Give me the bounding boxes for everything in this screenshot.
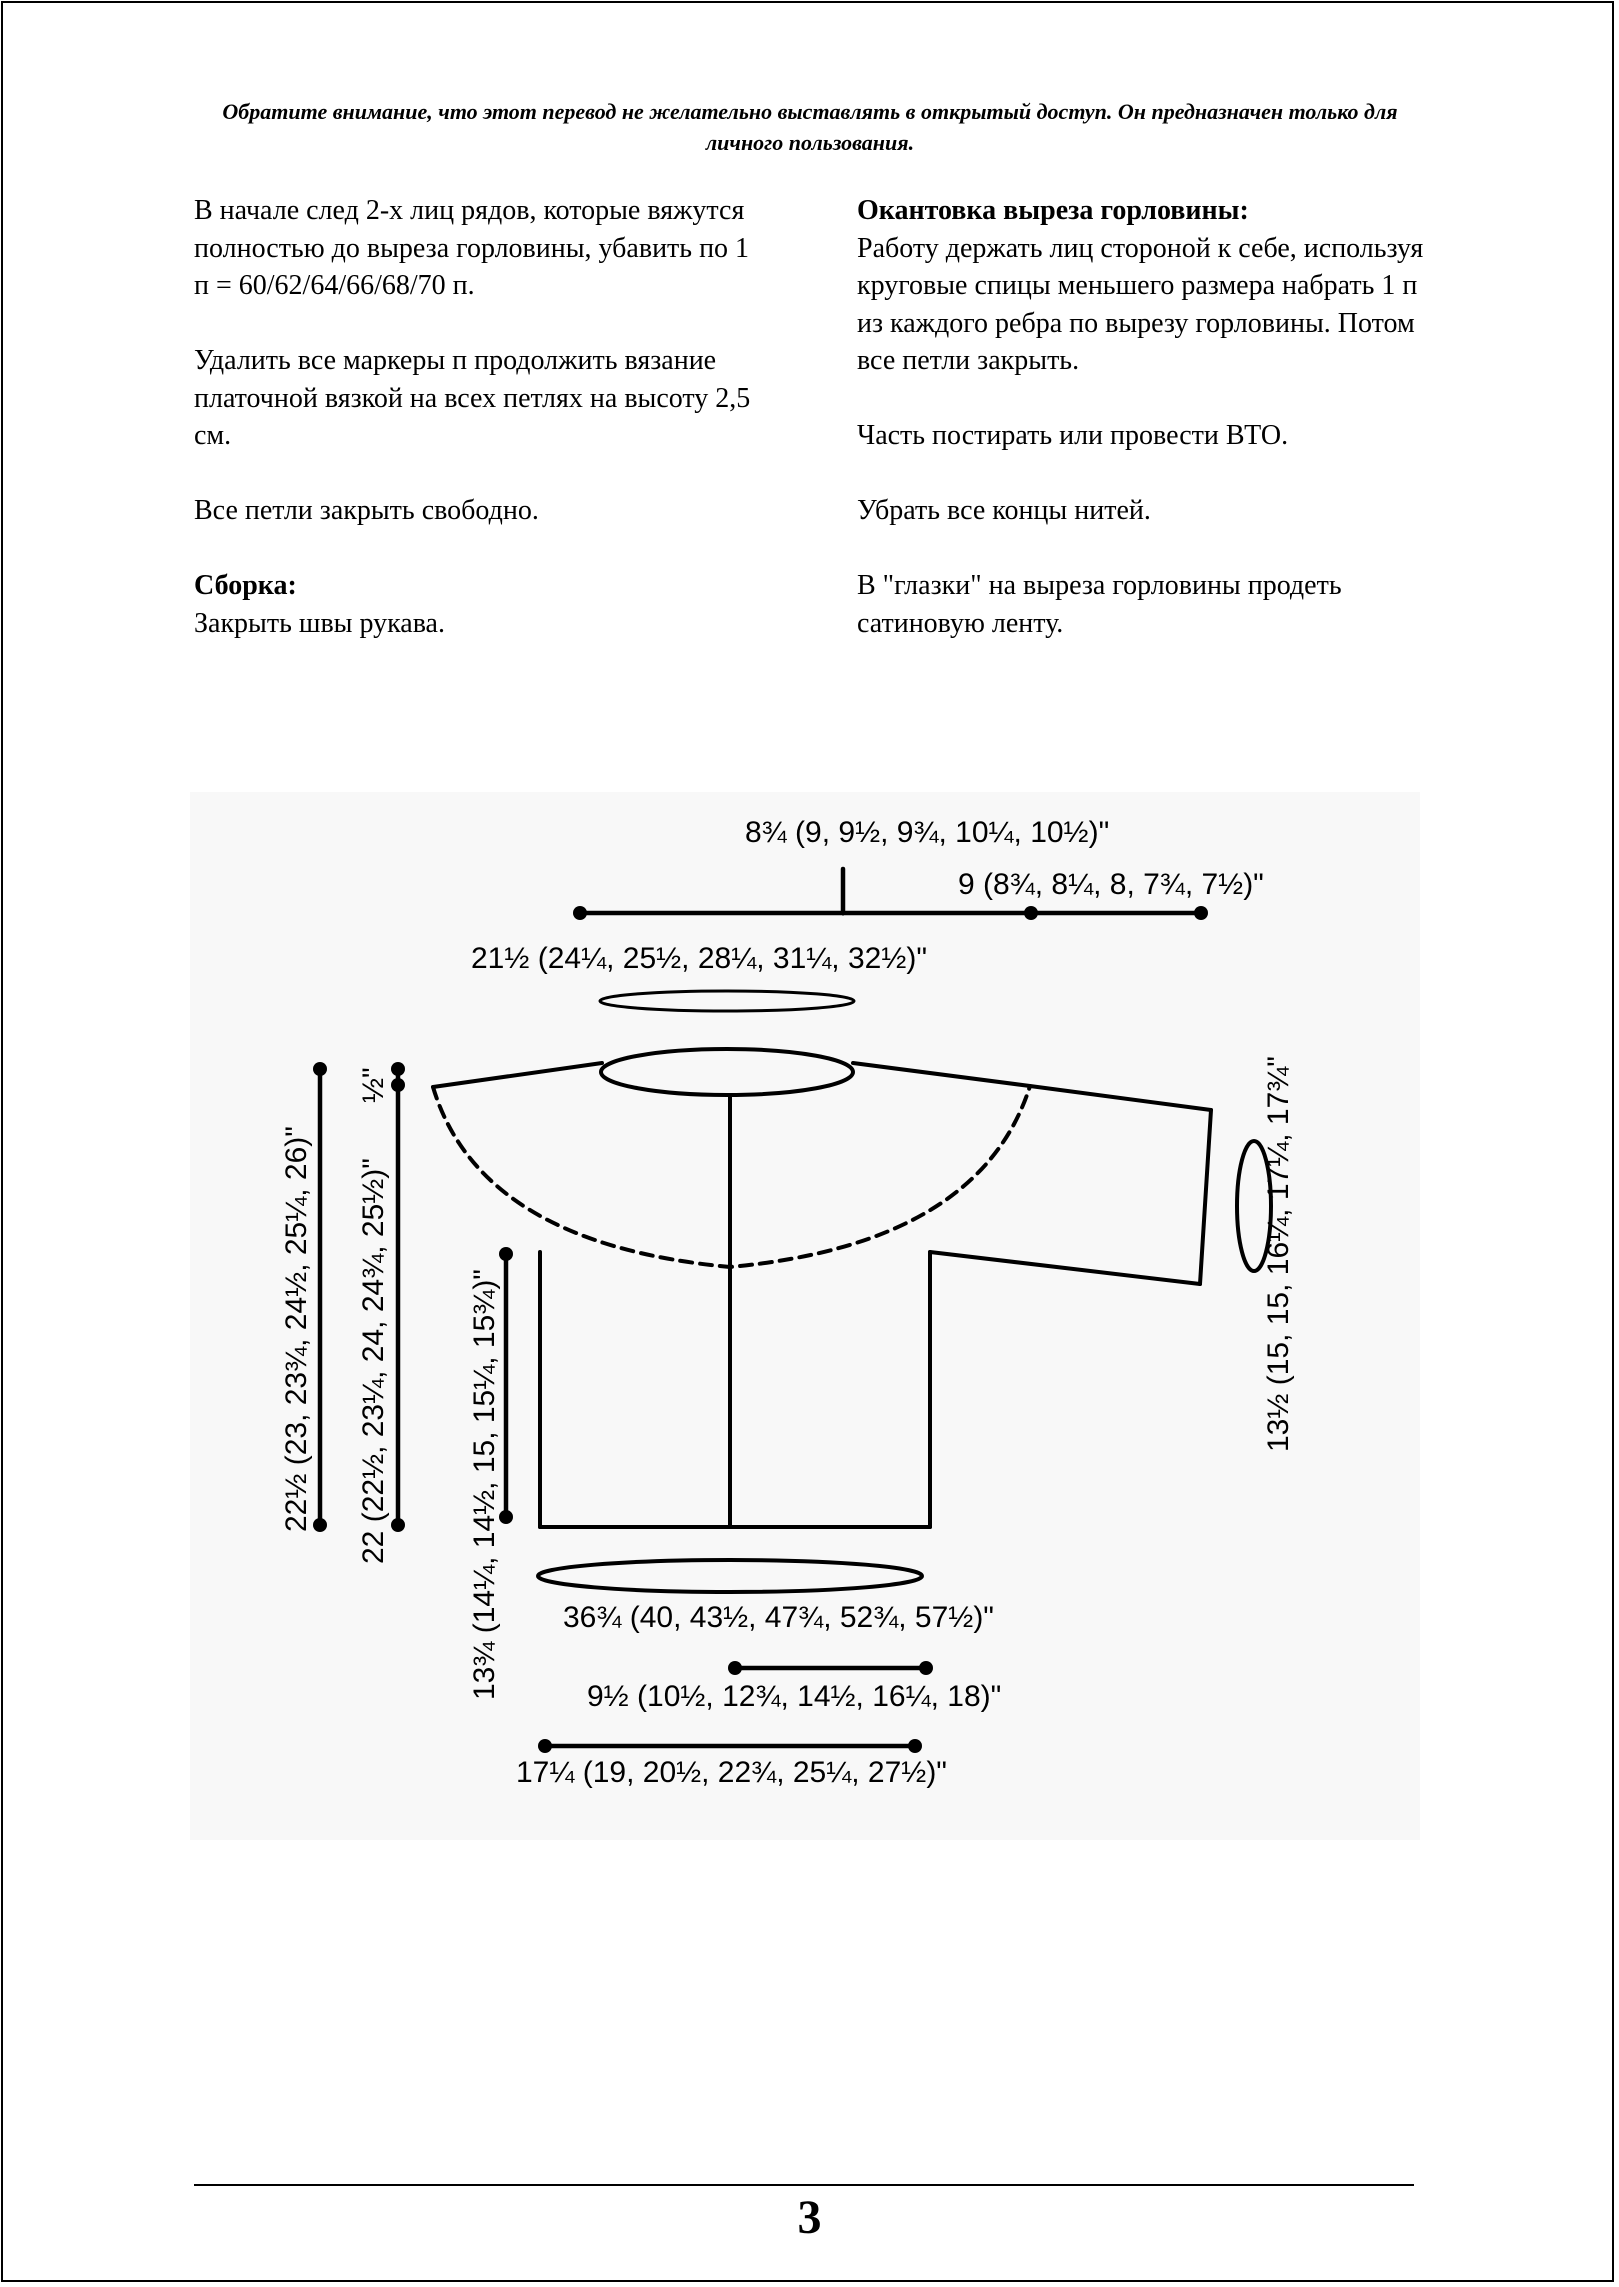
yoke-depth-label: 8¾ (9, 9½, 9¾, 10¼, 10½)" [745,816,1110,849]
back-length-label: 22 (22½, 23¼, 24, 24¾, 25½)" [357,1158,390,1564]
yoke-junction [842,912,844,914]
total-length-top-dot [313,1062,327,1076]
schematic-diagram [190,792,1420,1840]
front-width-label: 9½ (10½, 12¾, 14½, 16¼, 18)" [587,1680,1002,1713]
assembly-heading: Сборка: [194,570,297,601]
yoke-bar-left-dot [573,906,587,920]
yoke-bar-mid-dot [1024,906,1038,920]
neck-edging-heading: Окантовка выреза горловины: [857,195,1249,226]
page-number: 3 [797,2191,822,2244]
neck-edging-text: Работу держать лиц стороной к себе, используя круговые спицы меньшего размера набрать 1 п из каждого ребра по вырезу горловины. Потом все петли закрыть. [857,232,1424,376]
back-length-step-dot [391,1078,405,1092]
copyright-notice: Обратите внимание, что этот перевод не желательно выставлять в открытый доступ. Он предназначен только для личного пользования. [222,99,1398,155]
total-length-label: 22½ (23, 23¾, 24½, 25¼, 26)" [280,1126,313,1532]
back-width-right-dot [908,1739,922,1753]
back-width-label: 17¼ (19, 20½, 22¾, 25¼, 27½)" [516,1756,947,1789]
front-width-left-dot [728,1661,742,1675]
body-length-label: 13¾ (14¼, 14½, 15, 15¼, 15¾)" [468,1269,501,1700]
sleeve-length-label: 9 (8¾, 8¼, 8, 7¾, 7½)" [958,868,1264,901]
decrease-paragraph: В начале след 2-х лиц рядов, которые вяжутся полностью до выреза горловины, убавить по 1 п = 60/62/64/66/68/70 п. [194,195,750,301]
weave-ends-paragraph: Убрать все концы нитей. [857,495,1151,526]
back-length-top-dot [391,1062,405,1076]
bind-off-paragraph: Все петли закрыть свободно. [194,495,539,526]
blocking-paragraph: Часть постирать или провести ВТО. [857,420,1289,451]
back-length-bottom-dot [391,1518,405,1532]
back-width-left-dot [538,1739,552,1753]
assembly-text: Закрыть швы рукава. [194,607,445,639]
garter-paragraph: Удалить все маркеры п продолжить вязание платочной вязкой на всех петлях на высоту 2,5 см. [194,345,751,451]
total-length-bottom-dot [313,1518,327,1532]
front-width-right-dot [919,1661,933,1675]
back-length-extra-label: ½" [357,1067,390,1103]
upper-arm-label: 13½ (15, 15, 16¼, 17¼, 17¾" [1262,1056,1295,1452]
footer-rule [194,2184,1414,2186]
neck-circumference-label: 21½ (24¼, 25½, 28¼, 31¼, 32½)" [471,942,927,975]
yoke-bar-right-dot [1194,906,1208,920]
body-length-top-dot [499,1247,513,1261]
right-column [857,192,1437,680]
left-column [194,192,754,680]
chest-label: 36¾ (40, 43½, 47¾, 52¾, 57½)" [563,1601,994,1634]
ribbon-paragraph: В "глазки" на выреза горловины продеть сатиновую ленту. [857,570,1342,639]
